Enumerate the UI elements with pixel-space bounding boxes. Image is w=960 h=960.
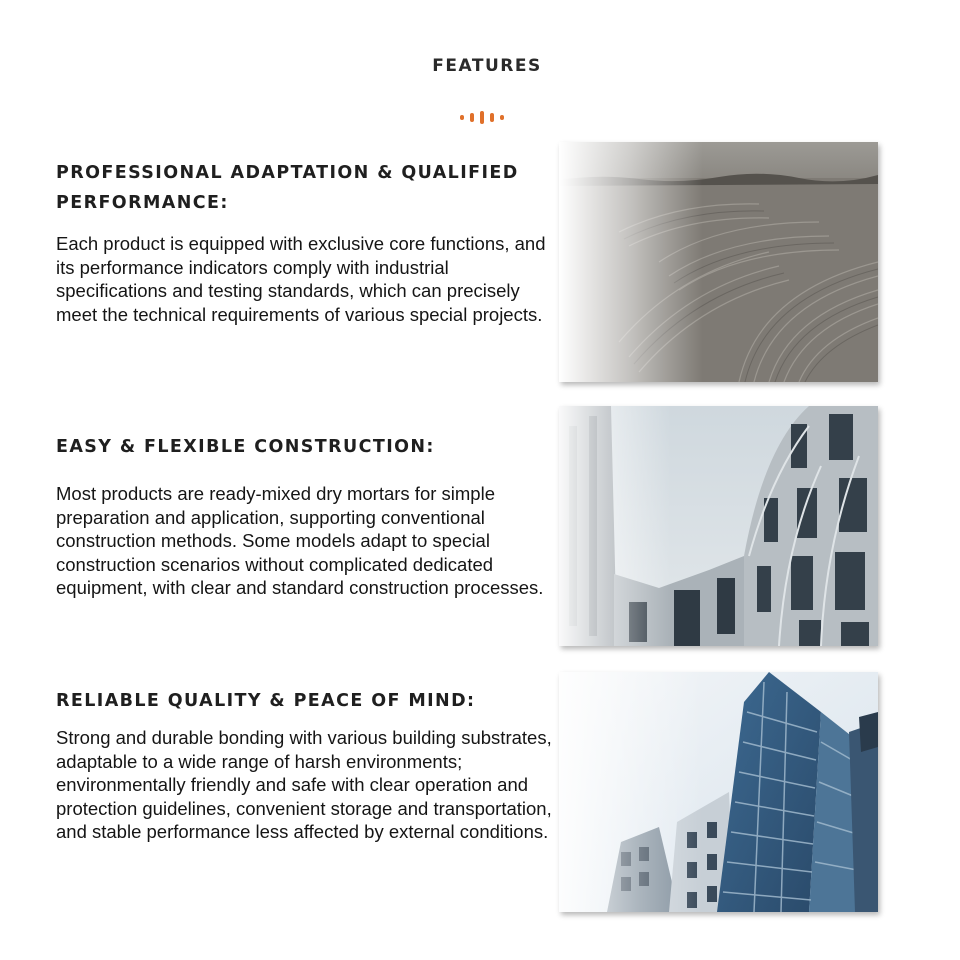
feature-section-construction — [56, 432, 556, 600]
feature-body: Strong and durable bonding with various building substrates, adaptable to a wide range of harsh environments; environmentally friendly and safe with clear operation and protection guidelines, convenient storage and transportation, and stable performance less affected by external conditions. — [56, 727, 552, 842]
feature-section-quality — [56, 686, 556, 844]
troweled-mortar-wall-image — [559, 142, 878, 382]
feature-heading: EASY & FLEXIBLE CONSTRUCTION: — [56, 437, 435, 457]
feature-heading: PROFESSIONAL ADAPTATION & QUALIFIED PERFORMANCE: — [56, 163, 519, 213]
feature-heading: RELIABLE QUALITY & PEACE OF MIND: — [56, 691, 476, 711]
page-title: FEATURES — [432, 56, 542, 76]
decorative-divider-icon — [458, 110, 518, 124]
feature-body: Each product is equipped with exclusive core functions, and its performance indicators comply with industrial specifications and testing standards, which can precisely meet the technical requirements of various special projects. — [56, 233, 546, 325]
curved-building-facade-image — [559, 406, 878, 646]
feature-section-adaptation — [56, 158, 556, 326]
feature-body: Most products are ready-mixed dry mortars for simple preparation and application, supporting conventional construction methods. Some models adapt to special construction scenarios without complicated dedicated equipment, with clear and standard construction processes. — [56, 483, 544, 598]
glass-tower-building-image — [559, 672, 878, 912]
